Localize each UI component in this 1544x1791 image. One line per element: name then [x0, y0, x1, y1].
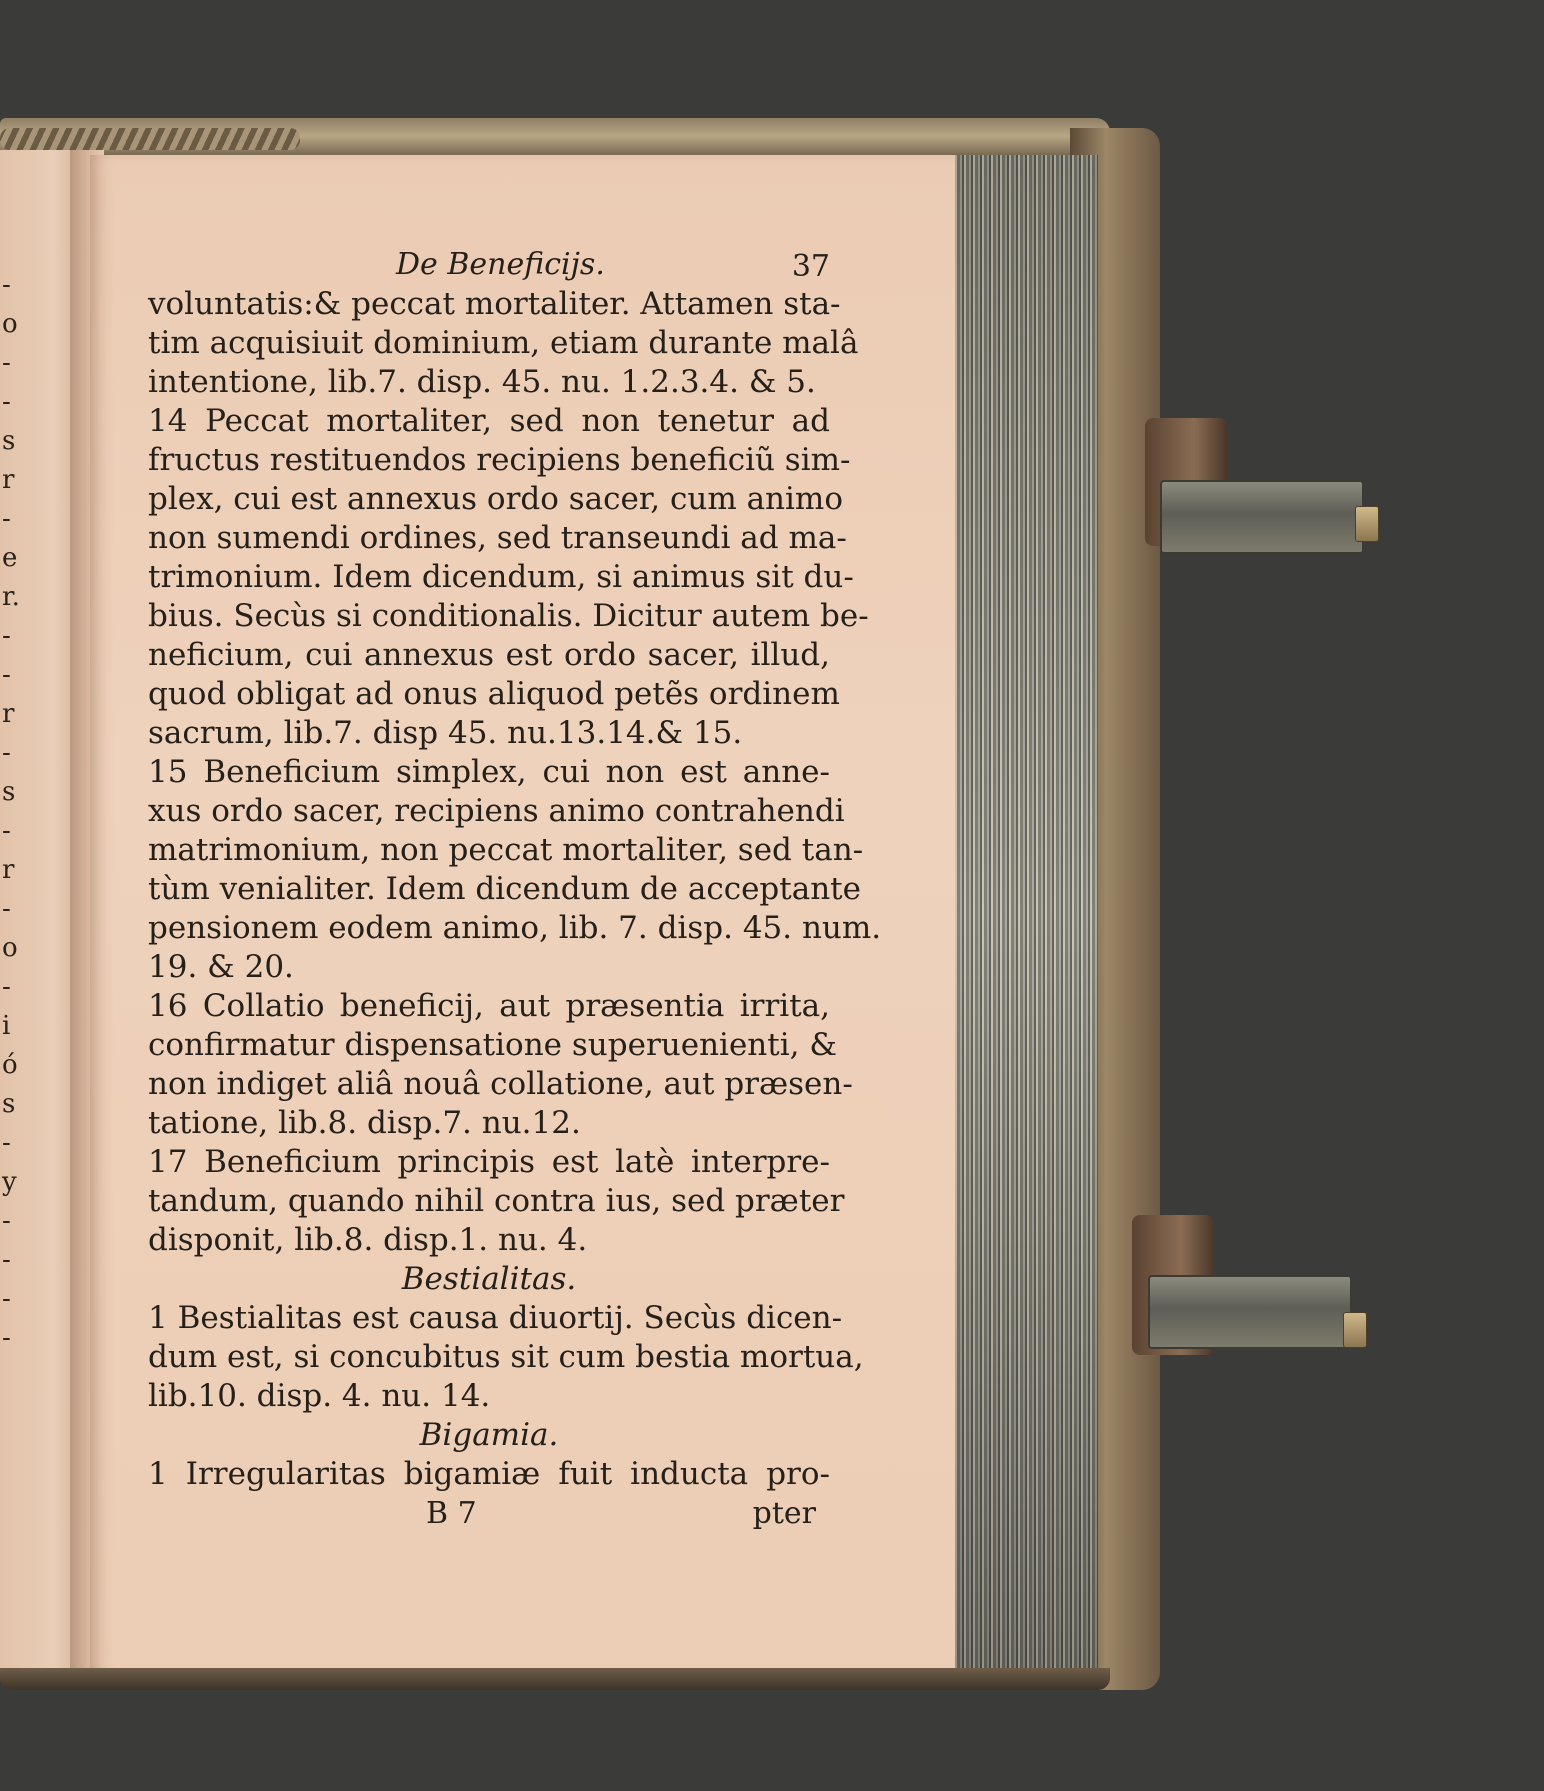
- text-line: sacrum, lib.7. disp 45. nu.13.14.& 15.: [148, 715, 743, 751]
- text-line: 19. & 20.: [148, 949, 294, 985]
- text-line: matrimonium, non peccat mortaliter, sed tan-: [148, 832, 864, 868]
- left-page-glyph: y: [2, 1167, 17, 1197]
- catchword: pter: [752, 1496, 816, 1531]
- left-page-glyph: -: [2, 504, 11, 534]
- text-line: non sumendi ordines, sed transeundi ad ma-: [148, 520, 847, 556]
- left-page-glyph: r: [2, 699, 15, 729]
- text-line: voluntatis:& peccat mortaliter. Attamen sta-: [148, 286, 841, 322]
- signature-mark: B 7: [426, 1496, 477, 1531]
- text-line: 1 Bestialitas est causa diuortij. Secùs dicen-: [148, 1300, 843, 1336]
- left-page-glyph: -: [2, 660, 11, 690]
- text-line: disponit, lib.8. disp.1. nu. 4.: [148, 1222, 588, 1258]
- text-line: 14 Peccat mortaliter, sed non tenetur ad: [148, 403, 830, 439]
- left-page-glyph: s: [2, 777, 16, 807]
- text-line: non indiget aliâ nouâ collatione, aut præsen-: [148, 1066, 853, 1102]
- text-line: 16 Collatio beneficij, aut præsentia irrita,: [148, 988, 830, 1024]
- left-page-glyph: -: [2, 972, 11, 1002]
- text-line: bius. Secùs si conditionalis. Dicitur autem be-: [148, 598, 869, 634]
- left-page-glyph: -: [2, 1284, 11, 1314]
- left-page-glyph: o: [2, 933, 18, 963]
- left-page-glyph: ó: [2, 1050, 18, 1080]
- text-line: tatione, lib.8. disp.7. nu.12.: [148, 1105, 581, 1141]
- text-line: tandum, quando nihil contra ius, sed præter: [148, 1183, 845, 1219]
- text-line: confirmatur dispensatione superuenienti, &: [148, 1027, 837, 1063]
- left-page-glyph: -: [2, 816, 11, 846]
- left-page-glyph: s: [2, 426, 16, 456]
- left-page-glyph: r: [2, 855, 15, 885]
- text-line: tim acquisiuit dominium, etiam durante malâ: [148, 325, 859, 361]
- text-line: neficium, cui annexus est ordo sacer, illud,: [148, 637, 830, 673]
- text-line: tùm venialiter. Idem dicendum de acceptante: [148, 871, 861, 907]
- text-line: xus ordo sacer, recipiens animo contrahendi: [148, 793, 845, 829]
- section-heading: Bestialitas.: [401, 1261, 577, 1297]
- left-page-glyph: -: [2, 1206, 11, 1236]
- page-footer: [148, 1494, 830, 1534]
- text-line: 17 Beneficium principis est latè interpre-: [148, 1144, 830, 1180]
- text-line: 15 Beneficium simplex, cui non est anne-: [148, 754, 830, 790]
- upper-clasp-tip: [1355, 506, 1379, 542]
- page-number: 37: [791, 249, 830, 284]
- text-line: quod obligat ad onus aliquod petẽs ordinem: [148, 676, 840, 712]
- headband: [0, 128, 300, 150]
- book-bottom-edge: [0, 1668, 1110, 1690]
- text-line: dum est, si concubitus sit cum bestia mortua,: [148, 1339, 864, 1375]
- text-line: intentione, lib.7. disp. 45. nu. 1.2.3.4. & 5.: [148, 364, 816, 400]
- running-head: De Beneficijs.: [396, 247, 605, 282]
- text-lines: [148, 285, 882, 1494]
- fore-edge-shading: [948, 155, 1098, 1673]
- upper-clasp-bar: [1160, 480, 1364, 554]
- text-line: pensionem eodem animo, lib. 7. disp. 45. num.: [148, 910, 882, 946]
- text-line: fructus restituendos recipiens beneficiũ sim-: [148, 442, 851, 478]
- text-line: plex, cui est annexus ordo sacer, cum animo: [148, 481, 843, 517]
- left-page-glyph: -: [2, 1128, 11, 1158]
- page-header: [148, 245, 830, 285]
- left-page-glyph: -: [2, 894, 11, 924]
- left-page-glyph: -: [2, 387, 11, 417]
- section-heading: Bigamia.: [419, 1417, 559, 1453]
- left-page-glyph: o: [2, 309, 18, 339]
- left-page-glyph: i: [2, 1011, 11, 1041]
- left-page-glyph: -: [2, 621, 11, 651]
- text-line: lib.10. disp. 4. nu. 14.: [148, 1378, 491, 1414]
- lower-clasp-bar: [1148, 1275, 1352, 1349]
- left-page-glyph: r.: [2, 582, 20, 612]
- left-page-glyph: r: [2, 465, 15, 495]
- left-page-glyph: s: [2, 1089, 16, 1119]
- left-page-glyph: -: [2, 1245, 11, 1275]
- text-line: 1 Irregularitas bigamiæ fuit inducta pro-: [148, 1456, 830, 1492]
- left-page-glyph: e: [2, 543, 18, 573]
- text-line: trimonium. Idem dicendum, si animus sit du-: [148, 559, 854, 595]
- page-text: [148, 245, 882, 1534]
- left-page-glyph: -: [2, 348, 11, 378]
- lower-clasp-tip: [1343, 1312, 1367, 1348]
- left-page-glyph: -: [2, 1323, 11, 1353]
- left-page-glyph: -: [2, 738, 11, 768]
- left-page-glyph: -: [2, 270, 11, 300]
